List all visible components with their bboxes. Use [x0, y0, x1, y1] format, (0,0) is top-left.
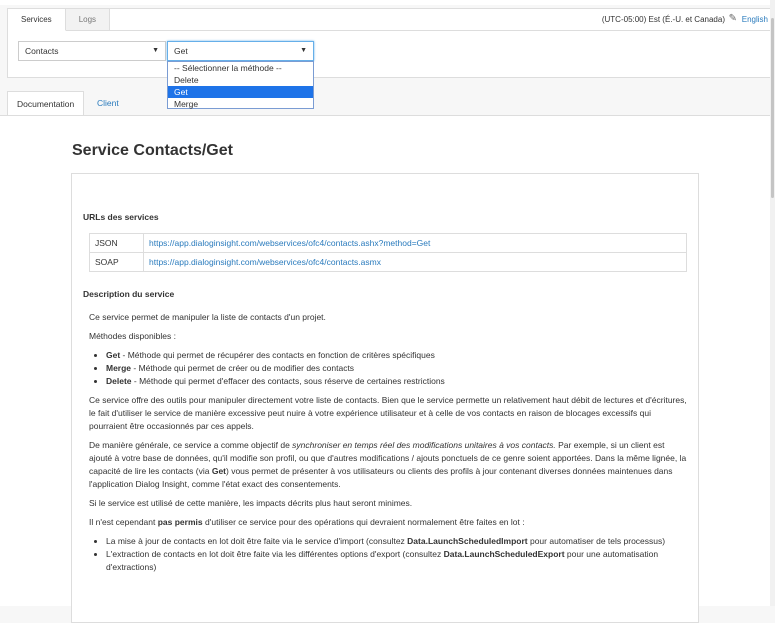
text: d'utiliser ce service pour des opérations qui devraient normalement être faites en lot : [202, 517, 525, 527]
service-select[interactable] [18, 41, 166, 61]
description-body [89, 311, 689, 580]
method-dropdown-list [167, 61, 314, 109]
tab-logs[interactable]: Logs [66, 9, 110, 31]
description-heading: Description du service [83, 289, 175, 299]
methods-list [89, 349, 689, 388]
paragraph: Si le service est utilisé de cette manière, les impacts décrits plus haut seront minimes. [89, 498, 413, 508]
method-option-get[interactable]: Get [168, 86, 313, 98]
paragraph: Ce service permet de manipuler la liste de contacts d'un projet. [89, 312, 326, 322]
method-desc: - Méthode qui permet de créer ou de modifier des contacts [131, 363, 355, 373]
list-item [106, 362, 689, 375]
url-type: JSON [90, 234, 144, 253]
strong: Get [211, 466, 227, 476]
table-row [90, 234, 687, 253]
emphasis: synchroniser en temps réel des modifications unitaires à vos contacts. [292, 440, 556, 450]
tab-services[interactable]: Services [8, 9, 66, 31]
text: pour une automatisation d'extractions) [106, 549, 659, 572]
language-link[interactable]: English [741, 15, 768, 24]
text: pour automatiser de tels processus) [527, 536, 666, 546]
list-item [106, 535, 689, 548]
list-item [106, 548, 689, 574]
strong: Data.LaunchScheduledImport [407, 536, 528, 546]
doc-tabs [7, 91, 771, 116]
method-select-value: Get [174, 46, 188, 56]
json-url-link[interactable]: https://app.dialoginsight.com/webservices/ofc4/contacts.ashx?method=Get [144, 234, 687, 253]
chevron-down-icon: ▼ [152, 47, 159, 54]
urls-heading: URLs des services [83, 212, 159, 222]
method-option-placeholder[interactable]: -- Sélectionner la méthode -- [174, 63, 282, 73]
documentation-panel [0, 115, 770, 606]
method-option-delete[interactable]: Delete [174, 75, 199, 85]
batch-list [89, 535, 689, 574]
text: Par exemple, si un client est ajouté à votre base de données, qu'il modifie son profil, ou que d'autres modifications / ajouts ponctuels de ce genre soient apportées. Dans la même lignée, la capacité de lire les contacts (via [89, 440, 687, 476]
table-row [90, 253, 687, 272]
strong: Data.LaunchScheduledExport [443, 549, 565, 559]
tab-documentation[interactable]: Documentation [7, 91, 84, 116]
text: ) vous permet de présenter à vos utilisateurs ou clients des profils à jour contenant diverses données maintenues dans l'application Dialog Insight, comme l'état exact des consentements. [89, 466, 673, 489]
method-desc: - Méthode qui permet de récupérer des contacts en fonction de critères spécifiques [120, 350, 435, 360]
text: De manière générale, ce service a comme objectif de [89, 440, 293, 450]
text: L'extraction de contacts en lot doit être faite via les différentes options d'export (consultez [106, 549, 444, 559]
method-select[interactable] [167, 41, 314, 61]
paragraph: Ce service offre des outils pour manipuler directement votre liste de contacts. Bien que le service permette un relativement haut débit de lectures et d'écritures, le fait d'utiliser le service de manière excessive peut nuire à votre expérience utilisateur et à celle de vos contacts en raison de blocages excessifs qui pourraient être occasionnés par ces appels. [89, 395, 687, 431]
method-name: Delete [106, 376, 132, 386]
list-item [106, 349, 689, 362]
method-name: Get [106, 350, 121, 360]
scrollbar-thumb[interactable] [771, 18, 774, 198]
top-tabs [8, 9, 110, 31]
service-selector-panel [7, 8, 771, 78]
page-scrollbar[interactable] [770, 0, 775, 606]
urls-table [89, 233, 687, 272]
text: La mise à jour de contacts en lot doit être faite via le service d'import (consultez [106, 536, 408, 546]
chevron-down-icon: ▼ [300, 47, 307, 54]
text: Il n'est cependant [89, 517, 158, 527]
paragraph [89, 516, 689, 529]
paragraph [89, 439, 689, 491]
soap-url-link[interactable]: https://app.dialoginsight.com/webservices/ofc4/contacts.asmx [144, 253, 687, 272]
method-name: Merge [106, 363, 132, 373]
pencil-icon[interactable]: ✎ [728, 13, 737, 24]
timezone-label[interactable]: (UTC-05:00) Est (É.-U. et Canada) [601, 15, 725, 24]
tab-divider [109, 30, 770, 31]
strong: pas permis [157, 517, 203, 527]
url-type: SOAP [90, 253, 144, 272]
method-desc: - Méthode qui permet d'effacer des contacts, sous réserve de certaines restrictions [131, 376, 445, 386]
tab-client[interactable]: Client [97, 98, 119, 108]
page-title: Service Contacts/Get [72, 142, 233, 159]
service-doc-box [71, 173, 699, 623]
paragraph: Méthodes disponibles : [89, 331, 176, 341]
list-item [106, 375, 689, 388]
method-option-merge[interactable]: Merge [174, 99, 199, 109]
top-strip [0, 0, 775, 5]
service-select-value: Contacts [25, 46, 59, 56]
